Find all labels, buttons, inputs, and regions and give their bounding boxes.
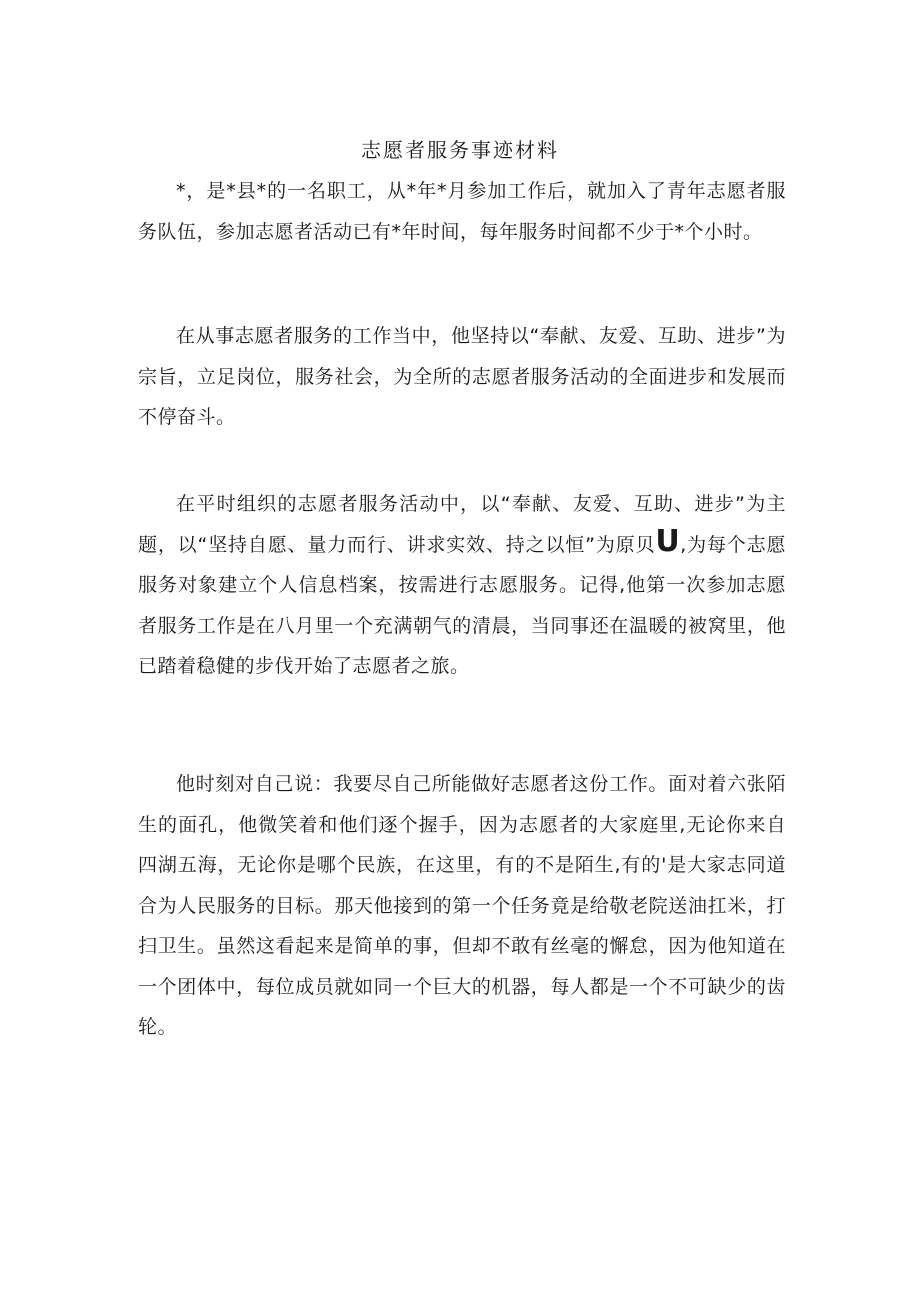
paragraph-3 [138, 484, 786, 687]
paragraph-1: *，是*县*的一名职工，从*年*月参加工作后，就加入了青年志愿者服务队伍，参加志愿者活动已有*年时间，每年服务时间都不少于*个小时。 [138, 180, 786, 243]
paragraph-3-text-after: ,为每个志愿服务对象建立个人信息档案，按需进行志愿服务。记得,他第一次参加志愿者服务工作是在八月里一个充满朝气的清晨，当同事还在温暖的被窝里，他已踏着稳健的步伐开始了志愿者之旅。 [138, 533, 786, 677]
paragraph-3-ocr-glyph: U [655, 523, 681, 559]
paragraph-3-text-before: 在平时组织的志愿者服务活动中，以“奉献、友爱、互助、进步”为主题，以“坚持自愿、量力而行、讲求实效、持之以恒”为原贝 [138, 493, 786, 556]
paragraph-2: 在从事志愿者服务的工作当中，他坚持以“奉献、友爱、互助、进步”为宗旨，立足岗位，服务社会，为全所的志愿者服务活动的全面进步和发展而不停奋斗。 [138, 325, 786, 428]
document-title: 志愿者服务事迹材料 [361, 138, 559, 162]
paragraph-4: 他时刻对自己说：我要尽自己所能做好志愿者这份工作。面对着六张陌生的面孔，他微笑着和他们逐个握手，因为志愿者的大家庭里,无论你来自四湖五海，无论你是哪个民族，在这里，有的不是陌生,有的'是大家志同道合为人民服务的目标。那天他接到的第一个任务竟是给敬老院送油扛米，打扫卫生。虽然这看起来是简单的事，但却不敢有丝毫的懈怠，因为他知道在一个团体中，每位成员就如同一个巨大的机器，每人都是一个不可缺少的齿轮。 [138, 773, 786, 1038]
